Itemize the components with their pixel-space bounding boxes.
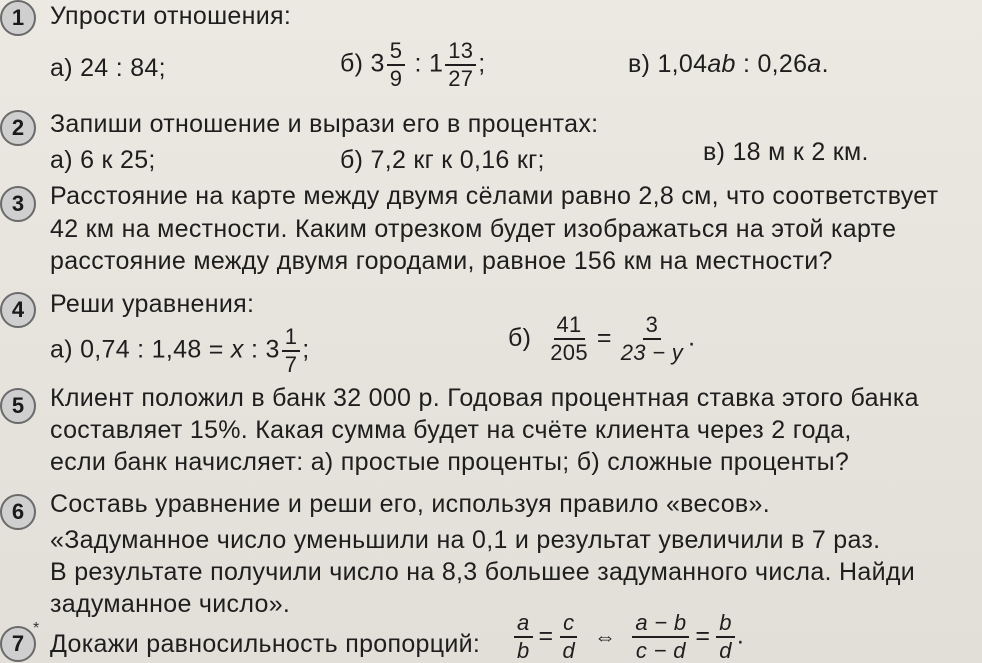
problem-1-c-mid: : 0,26 bbox=[735, 50, 808, 78]
problem-1-title: Упрости отношения: bbox=[50, 2, 292, 30]
fraction-denominator: 23 − y bbox=[620, 340, 684, 365]
problem-4-a-end: ; bbox=[302, 335, 310, 364]
problem-4-a bbox=[50, 326, 309, 376]
problem-4-a-label: а) 0,74 : 1,48 = bbox=[50, 335, 231, 364]
problem-5-number: 5 bbox=[0, 388, 36, 424]
problem-6-line-3: В результате получили число на 8,3 большее задуманного числа. Найди bbox=[50, 558, 915, 586]
problem-7-fraction-2 bbox=[559, 612, 578, 662]
fraction-numerator: 1 bbox=[282, 326, 301, 352]
problem-7-number: 7 bbox=[0, 626, 36, 662]
problem-4-b-label: б) bbox=[508, 323, 532, 352]
problem-7-equals-2: = bbox=[695, 621, 711, 650]
problem-7-fraction-3 bbox=[632, 612, 689, 662]
fraction-numerator: 13 bbox=[445, 40, 476, 66]
fraction-numerator: 41 bbox=[554, 314, 585, 340]
problem-4-a-fraction bbox=[282, 326, 301, 376]
problem-2-c: в) 18 м к 2 км. bbox=[703, 138, 869, 166]
problem-4-number: 4 bbox=[0, 292, 36, 328]
problem-5-line-2: составляет 15%. Какая сумма будет на счёте клиента через 2 года, bbox=[50, 416, 852, 444]
problem-3-line-3: расстояние между двумя городами, равное 156 км на местности? bbox=[50, 247, 833, 275]
problem-3-line-2: 42 км на местности. Каким отрезком будет изображаться на этой карте bbox=[50, 215, 897, 243]
fraction-numerator: a − b bbox=[632, 612, 689, 638]
problem-7-fraction-4 bbox=[716, 612, 735, 662]
problem-1-b bbox=[340, 40, 486, 90]
problem-2-b: б) 7,2 кг к 0,16 кг; bbox=[340, 146, 545, 174]
problem-1-c-variable-ab: ab bbox=[707, 50, 736, 78]
problem-2-a: а) 6 к 25; bbox=[50, 146, 156, 174]
fraction-numerator: a bbox=[514, 612, 533, 638]
fraction-denominator: 7 bbox=[284, 352, 298, 377]
fraction-denominator: d bbox=[719, 638, 732, 663]
fraction-numerator: b bbox=[716, 612, 735, 638]
problem-4-b-equals: = bbox=[596, 323, 612, 352]
problem-4-b-end: . bbox=[688, 323, 696, 352]
problem-4-a-variable-x: x bbox=[230, 335, 244, 364]
problem-4-b-fraction-1 bbox=[547, 314, 591, 364]
problem-1-a: а) 24 : 84; bbox=[50, 54, 166, 82]
fraction-denominator: 9 bbox=[389, 66, 403, 91]
problem-3-number: 3 bbox=[0, 186, 36, 222]
problem-2-number: 2 bbox=[0, 110, 36, 146]
fraction-numerator: 3 bbox=[643, 314, 662, 340]
problem-1-b-label: б) 3 bbox=[340, 49, 385, 78]
fraction-denominator: 205 bbox=[550, 340, 588, 365]
problem-6-line-1: Составь уравнение и реши его, используя правило «весов». bbox=[50, 490, 770, 518]
problem-4-b-fraction-2 bbox=[618, 314, 686, 364]
problem-6-line-4: задуманное число». bbox=[50, 590, 291, 618]
problem-7-formula bbox=[512, 612, 744, 662]
problem-4-title: Реши уравнения: bbox=[50, 290, 255, 318]
problem-6-line-2: «Задуманное число уменьшили на 0,1 и результат увеличили в 7 раз. bbox=[50, 526, 881, 554]
problem-1-c-variable-a: a bbox=[807, 50, 822, 78]
fraction-denominator: c − d bbox=[635, 638, 686, 663]
problem-7-text: Докажи равносильность пропорций: bbox=[50, 630, 481, 658]
problem-2-title: Запиши отношение и вырази его в процентах: bbox=[50, 110, 599, 138]
problem-7-equals-1: = bbox=[538, 621, 554, 650]
problem-3-line-1: Расстояние на карте между двумя сёлами равно 2,8 см, что соответствует bbox=[50, 182, 939, 210]
fraction-denominator: 27 bbox=[448, 66, 474, 91]
fraction-denominator: b bbox=[517, 638, 530, 663]
problem-7-equivalence-arrow: ⇔ bbox=[594, 623, 617, 649]
problem-1-b-fraction-1 bbox=[387, 40, 406, 90]
problem-5-line-3: если банк начисляет: а) простые проценты; б) сложные проценты? bbox=[50, 448, 850, 476]
problem-1-b-fraction-2 bbox=[445, 40, 476, 90]
problem-1-c bbox=[628, 50, 829, 79]
problem-1-b-mid: : 1 bbox=[407, 49, 444, 78]
problem-7-end: . bbox=[736, 621, 745, 650]
fraction-denominator: d bbox=[562, 638, 575, 663]
problem-1-c-label: в) 1,04 bbox=[628, 50, 708, 78]
problem-4-b bbox=[508, 314, 695, 364]
problem-7-star: * bbox=[33, 620, 40, 637]
problem-1-b-end: ; bbox=[478, 49, 486, 78]
problem-4-a-mid: : 3 bbox=[243, 335, 280, 364]
problem-1-number: 1 bbox=[0, 0, 36, 36]
problem-7-fraction-1 bbox=[514, 612, 533, 662]
fraction-numerator: 5 bbox=[387, 40, 406, 66]
problem-1-c-end: . bbox=[821, 50, 829, 78]
problem-6-number: 6 bbox=[0, 494, 36, 530]
problem-5-line-1: Клиент положил в банк 32 000 р. Годовая процентная ставка этого банка bbox=[50, 384, 919, 412]
fraction-numerator: c bbox=[560, 612, 577, 638]
